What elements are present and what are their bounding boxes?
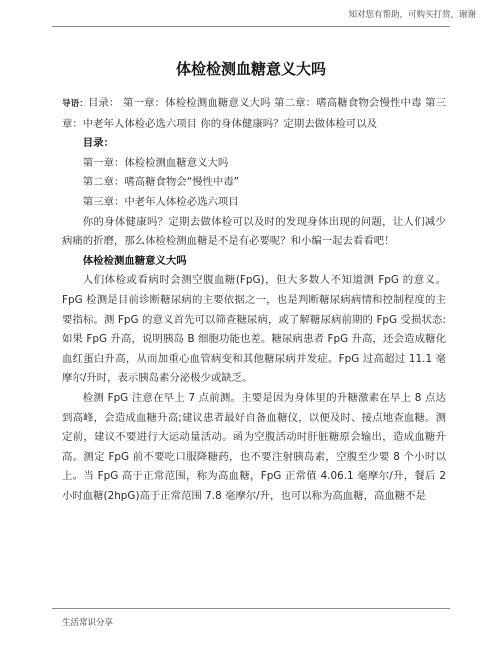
document-title: 体检检测血糖意义大吗 xyxy=(175,60,326,78)
footer-divider xyxy=(52,608,450,609)
section-heading: 体检检测血糖意义大吗 xyxy=(82,254,187,267)
guide-text: 目录： 第一章：体检检测血糖意义大吗 第二章：嗜高糖食物会慢性中毒 第三章：中老年人体检必选六项目 你的身体健康吗？定期去做体检可以及 xyxy=(62,97,446,130)
guide-label: 导语： xyxy=(62,99,88,109)
toc-label: 目录： xyxy=(82,137,114,150)
toc-item: 第二章：嗜高糖食物会“慢性中毒” xyxy=(82,176,240,189)
document-body xyxy=(62,94,446,506)
toc-item: 第一章：体检检测血糖意义大吗 xyxy=(82,156,229,169)
header-note: 知对您有帮助，可购买打赏，谢谢 xyxy=(348,10,476,20)
footer-note: 生活常识分享 xyxy=(62,618,114,628)
body-paragraph: 人们体检或看病时会测空腹血糖(FpG)，但大多数人不知道测 FpG 的意义。FpG 检测是目前诊断糖尿病的主要依据之一，也是判断糖尿病病情和控制程度的主要指标。测 FpG 的意义首先可以筛查糖尿病，或了解糖尿病前期的 FpG 受损状态:如果 FpG 升高，说明胰岛 B 细胞功能也差。糖尿病患者 FpG 升高，还会造成糖化血红蛋白升高，从而加重心血管病变和其他糖尿病并发症。FpG 过高超过 11.1 毫摩尔/升时，表示胰岛素分泌极少或缺乏。 xyxy=(62,274,446,385)
intro-paragraph: 你的身体健康吗？定期去做体检可以及时的发现身体出现的问题，让人们减少病痛的折磨，那么体检检测血糖是不是有必要呢？和小编一起去看看吧！ xyxy=(62,215,446,248)
header-divider xyxy=(52,26,450,27)
guide-paragraph xyxy=(62,94,446,134)
toc-item: 第三章：中老年人体检必选六项目 xyxy=(82,195,239,208)
body-paragraph: 检测 FpG 注意在早上 7 点前测。主要是因为身体里的升糖激素在早上 8 点达到高峰，会造成血糖升高;建议患者最好自备血糖仪，以便及时、接点地查血糖。测定前，建议不要进行大运动量活动。函为空腹活动时肝脏糖原会输出，造成血糖升高。测定 FpG 前不要吃口服降糖药，也不要注射胰岛素，空腹至少要 8 个小时以上。当 FpG 高于正常范围，称为高血糖，FpG 正常值 4.06.1 毫摩尔/升，餐后 2 小时血糖(2hpG)高于正常范围 7.8 毫摩尔/升，也可以称为高血糖，高血糖不是 xyxy=(62,391,446,502)
